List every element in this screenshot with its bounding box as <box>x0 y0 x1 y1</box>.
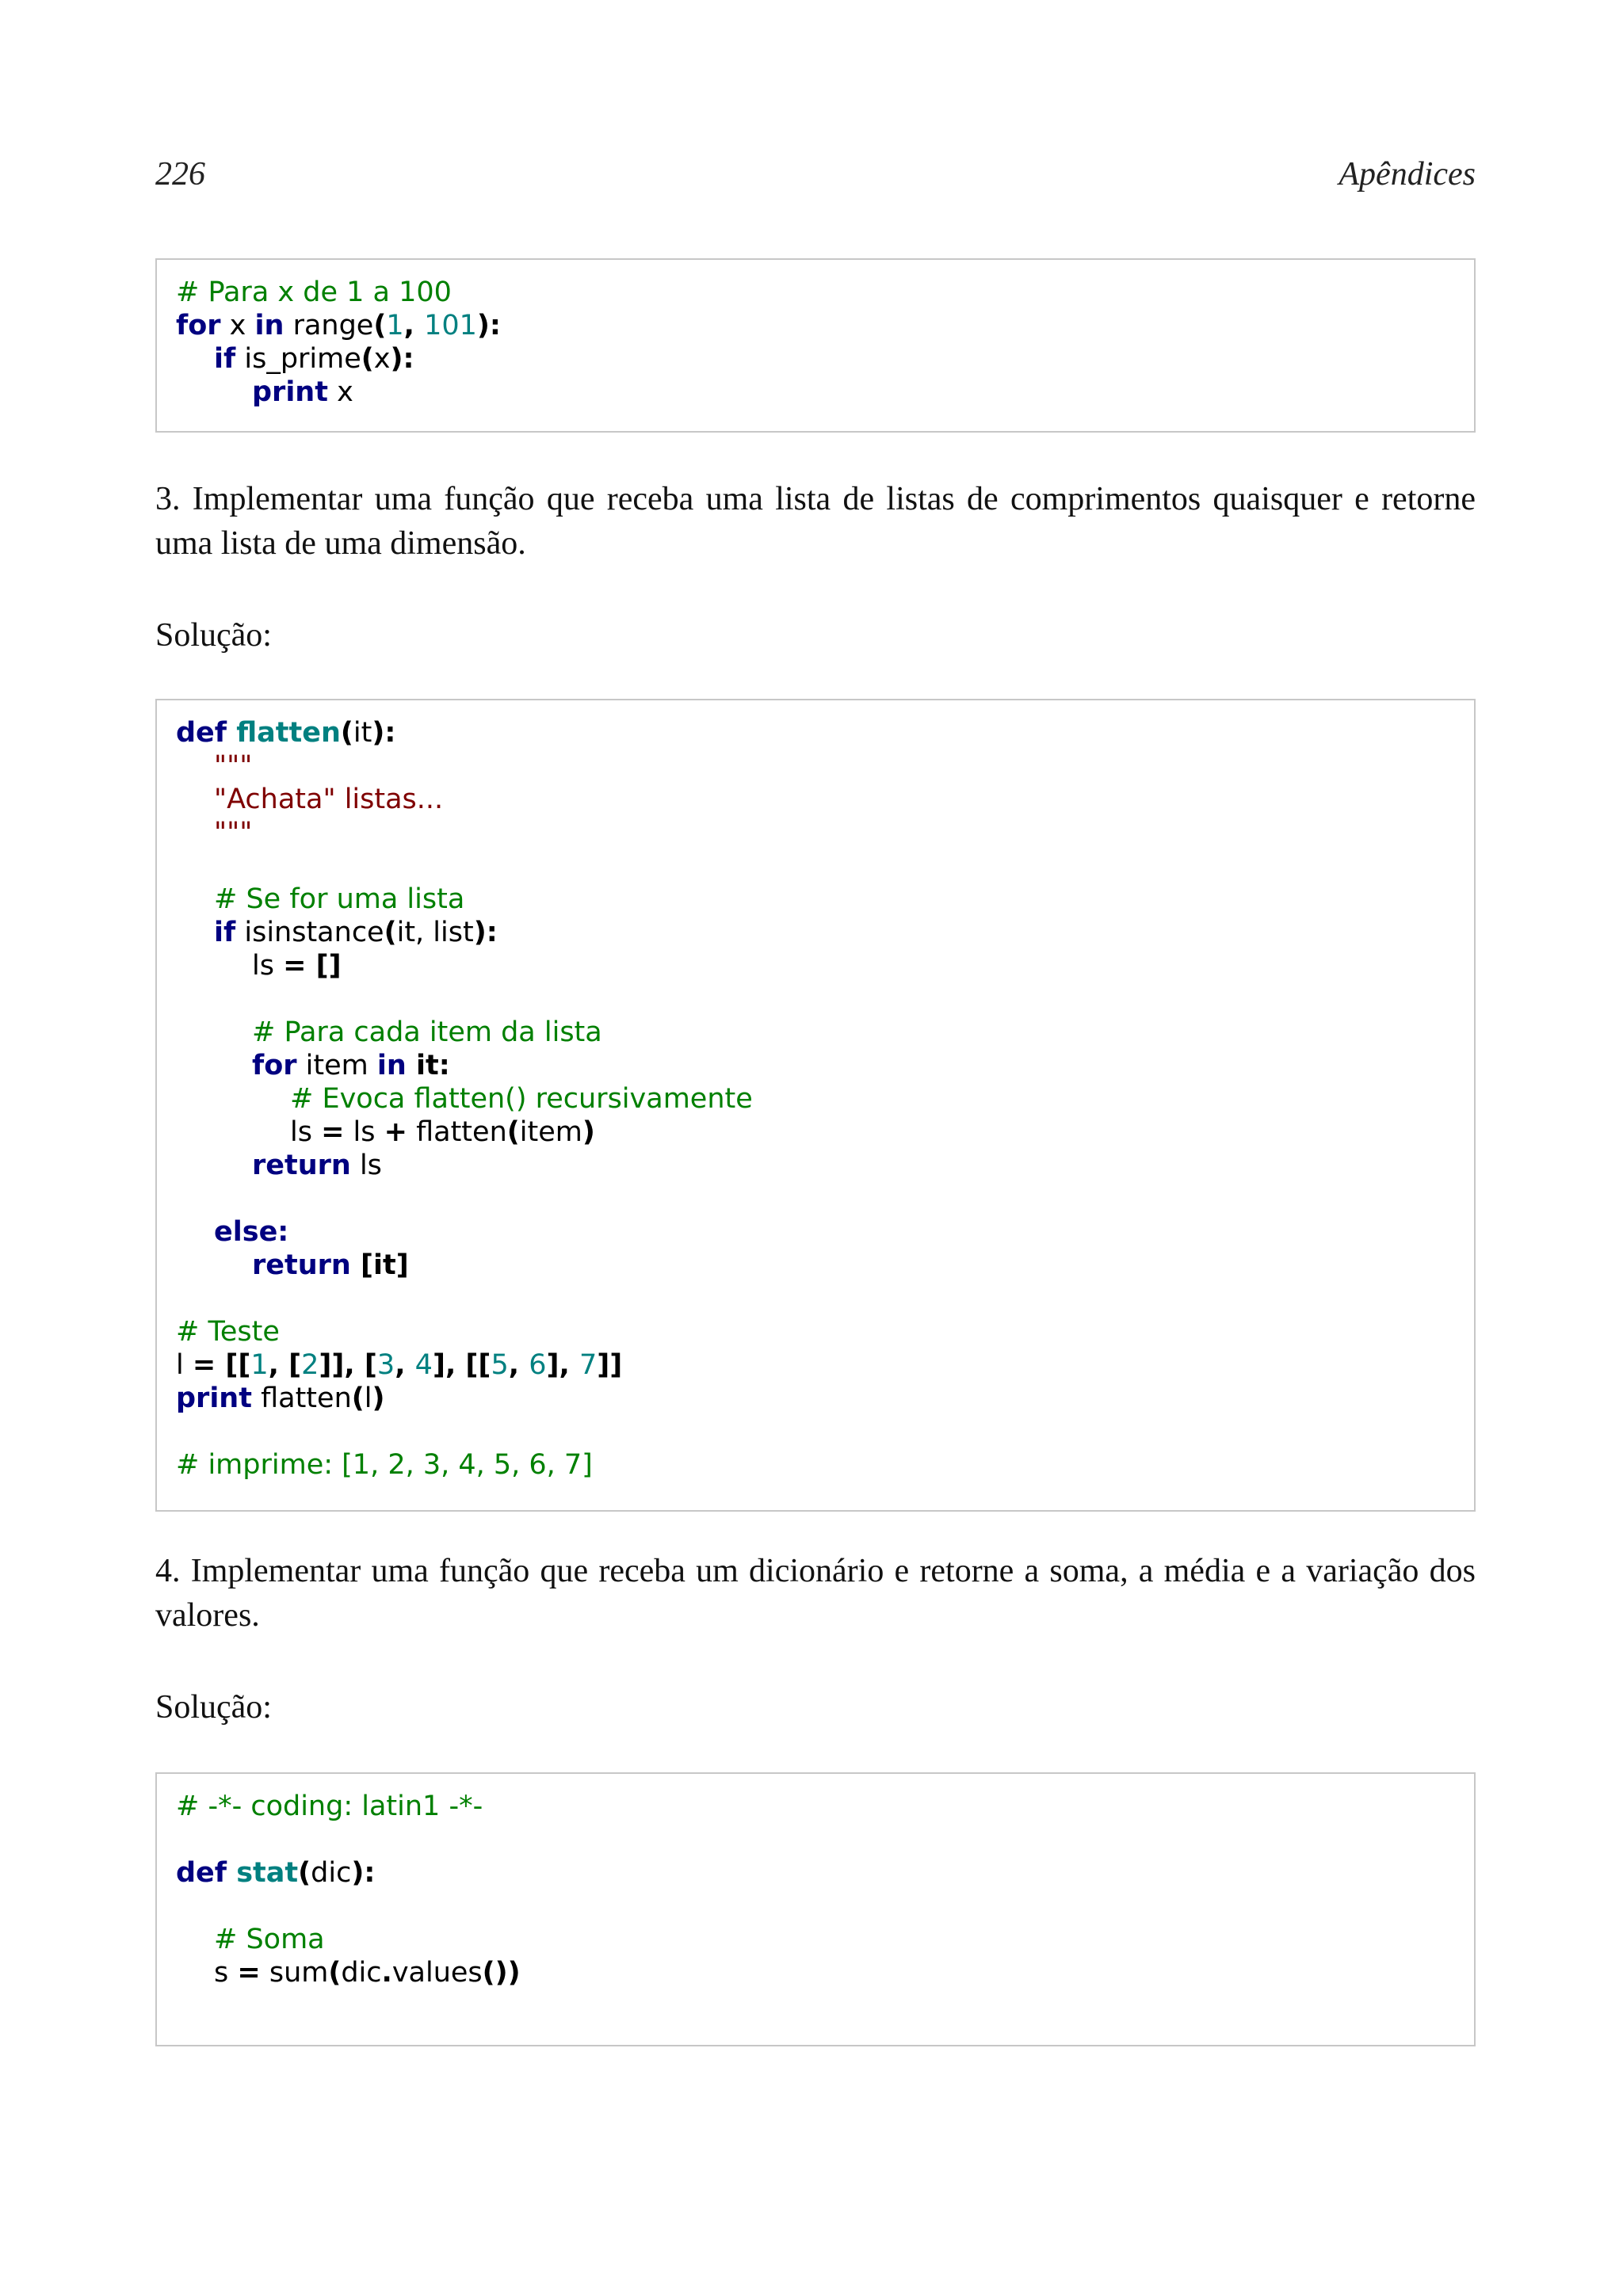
code-punct: , [ <box>268 1349 302 1381</box>
code-comment: # imprime: [1, 2, 3, 4, 5, 6, 7] <box>176 1449 593 1481</box>
code-operator: + <box>384 1116 407 1148</box>
code-call: values <box>391 1957 483 1989</box>
code-line <box>176 1082 1455 1116</box>
code-line <box>176 1116 1455 1149</box>
code-paren: ( <box>298 1857 311 1889</box>
code-paren: ) <box>582 1116 595 1148</box>
keyword-if: if <box>214 343 236 375</box>
code-line <box>176 1923 1455 1956</box>
code-dot: . <box>381 1957 392 1989</box>
code-paren: ( <box>351 1383 365 1414</box>
code-block-flatten <box>155 699 1476 1512</box>
code-punct: ]], [ <box>319 1349 377 1381</box>
code-args: it, list <box>396 917 474 948</box>
code-paren: ( <box>340 717 353 749</box>
code-line <box>176 1049 1455 1082</box>
code-line <box>176 309 1455 342</box>
code-punct: , <box>395 1349 415 1381</box>
code-number: 101 <box>424 310 477 341</box>
keyword-print: print <box>252 376 328 408</box>
code-call: isinstance <box>235 917 384 948</box>
code-comment: # Evoca flatten() recursivamente <box>290 1083 753 1115</box>
code-line <box>176 342 1455 376</box>
code-var: x <box>327 376 353 408</box>
page-number: 226 <box>155 156 205 193</box>
code-operator: = <box>237 1957 261 1989</box>
code-line <box>176 276 1455 309</box>
code-line <box>176 783 1455 816</box>
code-operator: = <box>321 1116 345 1148</box>
code-line <box>176 816 1455 849</box>
code-comment: # Se for uma lista <box>214 883 465 915</box>
code-number: 5 <box>491 1349 509 1381</box>
solution-3-label: Solução: <box>155 617 272 654</box>
code-paren: ): <box>351 1857 376 1889</box>
code-comment: # Para cada item da lista <box>252 1016 602 1048</box>
code-paren: ( <box>328 1957 342 1989</box>
code-line <box>176 1956 1455 1989</box>
code-paren: ( <box>361 343 374 375</box>
code-line <box>176 916 1455 949</box>
code-block-primes <box>155 258 1476 433</box>
code-number: 4 <box>414 1349 433 1381</box>
code-number: 1 <box>250 1349 269 1381</box>
code-var: item <box>519 1116 582 1148</box>
code-blank-line <box>176 849 1455 883</box>
code-number: 1 <box>386 310 404 341</box>
code-punct: [[ <box>216 1349 251 1381</box>
keyword-for: for <box>176 310 221 341</box>
code-line <box>176 1016 1455 1049</box>
keyword-return: return <box>252 1249 351 1281</box>
code-call: flatten <box>251 1383 352 1414</box>
keyword-print: print <box>176 1383 252 1414</box>
code-var: x <box>220 310 255 341</box>
keyword-else: else: <box>214 1216 289 1248</box>
docstring: "Achata" listas... <box>214 784 444 815</box>
code-comment: # -*- coding: latin1 -*- <box>176 1791 483 1822</box>
code-operator: = <box>283 950 307 982</box>
code-operator: = <box>192 1349 216 1381</box>
keyword-def: def <box>176 1857 227 1889</box>
code-var: l <box>176 1349 193 1381</box>
code-block-stat <box>155 1772 1476 2046</box>
code-punct: , <box>508 1349 529 1381</box>
question-3-text: 3. Implementar uma função que receba uma lista de listas de comprimentos quaisquer e retorne uma lista de uma dimensão. <box>155 481 1476 562</box>
code-param: it <box>353 717 372 749</box>
code-line <box>176 1249 1455 1282</box>
code-paren: ): <box>476 310 501 341</box>
code-blank-line <box>176 1282 1455 1315</box>
code-line <box>176 376 1455 409</box>
code-line <box>176 1790 1455 1823</box>
docstring: """ <box>214 817 253 849</box>
keyword-for: for <box>252 1050 297 1081</box>
code-comment: # Para x de 1 a 100 <box>176 277 452 308</box>
code-punct: ], [[ <box>432 1349 491 1381</box>
code-call: flatten <box>407 1116 507 1148</box>
code-blank-line <box>176 1823 1455 1856</box>
keyword-in: in <box>376 1050 407 1081</box>
code-line <box>176 949 1455 982</box>
code-number: 3 <box>376 1349 395 1381</box>
code-line <box>176 716 1455 749</box>
code-line <box>176 1215 1455 1249</box>
code-var: ls <box>350 1150 382 1181</box>
page-header <box>155 155 1476 203</box>
keyword-in: in <box>254 310 285 341</box>
code-call: sum <box>260 1957 329 1989</box>
code-var: it: <box>406 1050 450 1081</box>
code-paren: ): <box>390 343 414 375</box>
code-line <box>176 1348 1455 1382</box>
code-comment: # Teste <box>176 1316 280 1348</box>
code-line <box>176 1315 1455 1348</box>
running-head: Apêndices <box>1338 156 1476 193</box>
code-paren: ): <box>473 917 498 948</box>
code-comment: # Soma <box>214 1924 325 1955</box>
keyword-return: return <box>252 1150 351 1181</box>
code-blank-line <box>176 1890 1455 1923</box>
code-var: item <box>296 1050 377 1081</box>
code-paren: ) <box>372 1383 385 1414</box>
code-comma: , <box>403 310 425 341</box>
code-punct: ], <box>546 1349 579 1381</box>
code-param: dic <box>311 1857 352 1889</box>
function-name: stat <box>227 1857 299 1889</box>
function-name: flatten <box>227 717 341 749</box>
code-line <box>176 883 1455 916</box>
code-var: l <box>364 1383 372 1414</box>
solution-4-label: Solução: <box>155 1689 272 1726</box>
code-line <box>176 1149 1455 1182</box>
code-line <box>176 1448 1455 1482</box>
code-number: 2 <box>301 1349 319 1381</box>
code-paren: ): <box>372 717 396 749</box>
docstring: """ <box>214 750 253 782</box>
code-list: [] <box>306 950 342 982</box>
code-paren: ()) <box>482 1957 521 1989</box>
code-line <box>176 1856 1455 1890</box>
code-line <box>176 749 1455 783</box>
keyword-def: def <box>176 717 227 749</box>
code-line <box>176 1382 1455 1415</box>
code-blank-line <box>176 1415 1455 1448</box>
code-list: [it] <box>350 1249 409 1281</box>
code-number: 7 <box>579 1349 598 1381</box>
code-var: ls <box>344 1116 384 1148</box>
code-call: is_prime <box>235 343 361 375</box>
code-paren: ( <box>506 1116 520 1148</box>
code-blank-line <box>176 1182 1455 1215</box>
code-number: 6 <box>529 1349 547 1381</box>
code-blank-line <box>176 982 1455 1016</box>
code-punct: ]] <box>597 1349 623 1381</box>
code-var: ls <box>252 950 284 982</box>
code-var: dic <box>341 1957 382 1989</box>
keyword-if: if <box>214 917 236 948</box>
code-var: ls <box>290 1116 322 1148</box>
code-var: x <box>373 343 391 375</box>
question-4-text: 4. Implementar uma função que receba um dicionário e retorne a soma, a média e a variação dos valores. <box>155 1553 1476 1634</box>
code-paren: ( <box>384 917 397 948</box>
code-call: range <box>284 310 374 341</box>
code-var: s <box>214 1957 238 1989</box>
code-paren: ( <box>373 310 387 341</box>
